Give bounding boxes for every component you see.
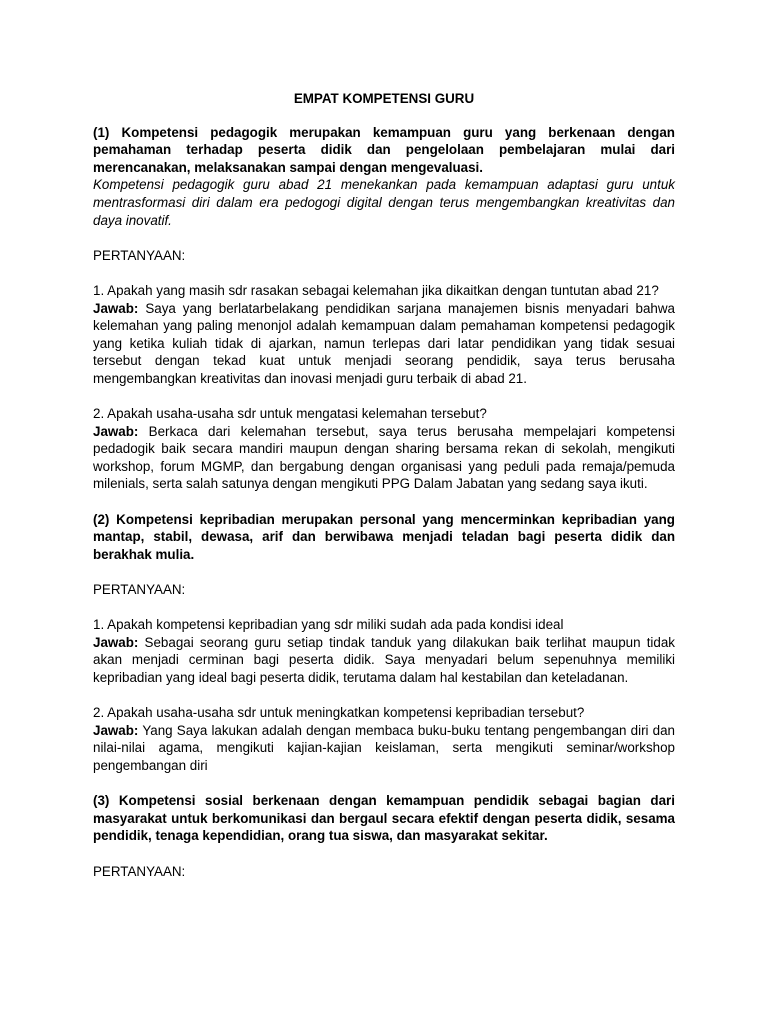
answer-label: Jawab: bbox=[93, 722, 139, 738]
section-2-answer-1 bbox=[93, 634, 675, 687]
answer-text: Yang Saya lakukan adalah dengan membaca buku-buku tentang pengembangan diri dan nilai-nilai agama, mengikuti kajian-kajian keislaman, serta mengikuti seminar/workshop pengembangan diri bbox=[93, 722, 676, 773]
section-1-pertanyaan: PERTANYAAN: bbox=[93, 247, 186, 263]
page-title: EMPAT KOMPETENSI GURU bbox=[293, 91, 475, 106]
answer-label: Jawab: bbox=[93, 634, 139, 650]
section-1-heading: (1) Kompetensi pedagogik merupakan kemampuan guru yang berkenaan dengan pemahaman terhadap peserta didik dan pengelolaan pembelajaran mulai dari merencanakan, melaksanakan sampai dengan mengevaluasi. bbox=[93, 124, 675, 175]
document-body bbox=[93, 90, 675, 880]
section-1-question-2: 2. Apakah usaha-usaha sdr untuk mengatasi kelemahan tersebut? bbox=[93, 406, 487, 422]
answer-text: Saya yang berlatarbelakang pendidikan sarjana manajemen bisnis menyadari bahwa kelemahan yang paling menonjol adalah kemampuan dalam pemahaman kompetensi pedagogik yang ketika kuliah tidak di ajarkan, namun terlepas dari latar pendidikan yang tidak sesuai tersebut dengan tekad kuat untuk menjadi seorang pendidik, saya terus berusaha mengembangkan kreativitas dan inovasi menjadi guru terbaik di abad 21. bbox=[93, 300, 675, 386]
section-2-answer-2 bbox=[93, 722, 675, 775]
section-3-pertanyaan: PERTANYAAN: bbox=[93, 863, 186, 879]
section-1-note: Kompetensi pedagogik guru abad 21 menekankan pada kemampuan adaptasi guru untuk mentrasformasi diri dalam era pedogogi digital dengan terus mengembangkan kreativitas dan daya inovatif. bbox=[93, 177, 675, 228]
section-2-question-2: 2. Apakah usaha-usaha sdr untuk meningkatkan kompetensi kepribadian tersebut? bbox=[93, 705, 585, 721]
section-3-heading: (3) Kompetensi sosial berkenaan dengan kemampuan pendidik sebagai bagian dari masyarakat untuk berkomunikasi dan bergaul secara efektif dengan peserta didik, sesama pendidik, tenaga kependidian, orang tua siswa, dan masyarakat sekitar. bbox=[93, 793, 675, 844]
answer-label: Jawab: bbox=[93, 423, 139, 439]
answer-label: Jawab: bbox=[93, 300, 139, 316]
section-1-question-1: 1. Apakah yang masih sdr rasakan sebagai kelemahan jika dikaitkan dengan tuntutan abad 21? bbox=[93, 282, 659, 298]
section-2-pertanyaan: PERTANYAAN: bbox=[93, 582, 186, 598]
section-2-heading: (2) Kompetensi kepribadian merupakan personal yang mencerminkan kepribadian yang mantap, stabil, dewasa, arif dan berwibawa menjadi teladan bagi peserta didik dan berakhak mulia. bbox=[93, 511, 675, 562]
answer-text: Berkaca dari kelemahan tersebut, saya terus berusaha mempelajari kompetensi pedadogik baik secara mandiri maupun dengan sharing bersama rekan di sekolah, mengikuti workshop, forum MGMP, dan bergabung dengan organisasi yang peduli pada remaja/pemuda milenials, serta salah satunya dengan mengikuti PPG Dalam Jabatan yang sedang saya ikuti. bbox=[93, 423, 675, 492]
section-2-question-1: 1. Apakah kompetensi kepribadian yang sdr miliki sudah ada pada kondisi ideal bbox=[93, 617, 564, 633]
section-1-answer-1 bbox=[93, 300, 675, 388]
section-1-answer-2 bbox=[93, 423, 675, 493]
answer-text: Sebagai seorang guru setiap tindak tanduk yang dilakukan baik terlihat maupun tidak akan menjadi cerminan bagi peserta didik. Saya menyadari belum sepenuhnya memiliki kepribadian yang ideal bagi peserta didik, terutama dalam hal kestabilan dan keteladanan. bbox=[93, 634, 675, 685]
